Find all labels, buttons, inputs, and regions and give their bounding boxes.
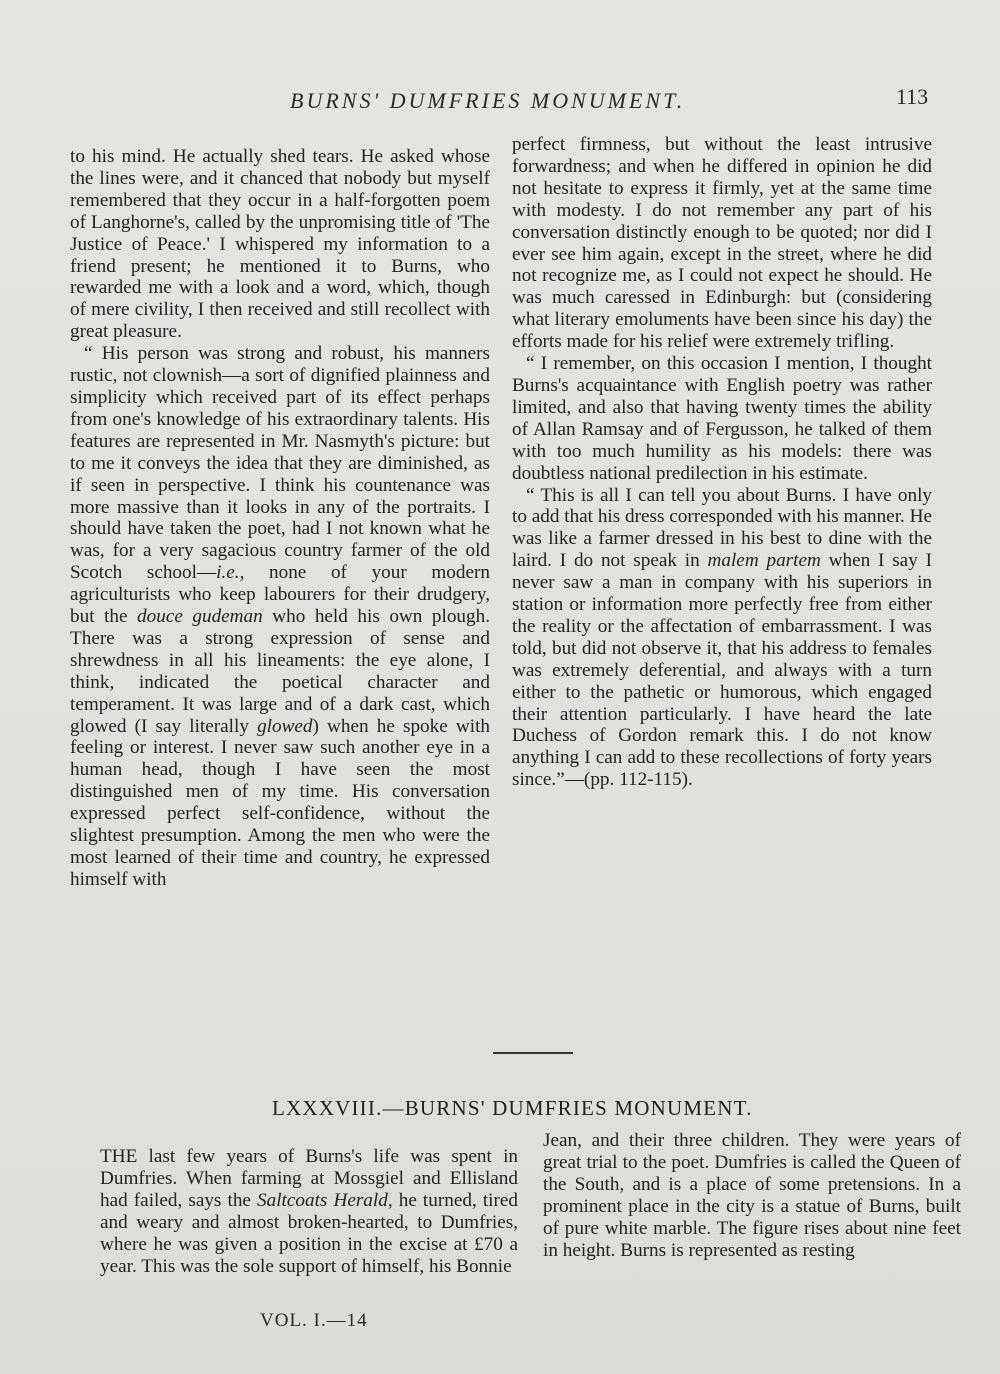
italic-douce-gudeman: douce gudeman [137,606,263,628]
text-run: when I say I never saw a man in company with his superiors in station or information more perfectly free from either the reality or the affectation of embarrassment. I was told, but did not observe it, that his address to females was extremely deferential, and always with a turn either to the pathetic or humorous, which engaged their attention particularly. I have heard the late Duchess of Gordon remark this. I do not know anything I can add to these recollections of forty years since.”—(pp. 112-115). [512,550,932,791]
left-column [70,146,490,891]
section-right-column [543,1130,961,1261]
text-run: , none of your modern agriculturists who keep labourers for their drudgery, but the [70,562,490,628]
italic-saltcoats-herald: Saltcoats Herald [257,1189,388,1211]
section-left-paragraph [100,1146,518,1277]
text-run: THE last few years of Burns's life was spent in Dumfries. When farming at Mossgiel and Ellisland had failed, says the [100,1146,518,1211]
page-number: 113 [896,84,929,109]
section-right-paragraph: Jean, and their three children. They were years of great trial to the poet. Dumfries is called the Queen of the South, and is a place of some pretensions. In a prominent place in the city is a statue of Burns, built of pure white marble. The figure rises about nine feet in height. Burns is represented as resting [543,1130,961,1261]
section-divider [493,1052,573,1054]
italic-ie: i.e. [216,562,240,584]
italic-glowed: glowed [257,715,313,737]
text-run: “ His person was strong and robust, his manners rustic, not clownish—a sort of dignified plainness and simplicity which received part of its effect perhaps from one's knowledge of his extraordinary talents. His features are represented in Mr. Nasmyth's picture: but to me it conveys the idea that they are diminished, as if seen in perspective. I think his countenance was more massive than it looks in any of the portraits. I should have taken the poet, had I not known what he was, for a very sagacious country farmer of the old Scotch school— [70,343,490,584]
text-run: , he turned, tired and weary and almost broken-hearted, to Dumfries, where he was given a position in the excise at £70 a year. This was the sole support of himself, his Bonnie [100,1189,518,1277]
section-left-column [100,1146,518,1277]
right-paragraph-2: “ I remember, on this occasion I mention, I thought Burns's acquaintance with English poetry was rather limited, and also that having twenty times the ability of Allan Ramsay and of Fergusson, he talked of them with too much humility as his models: there was doubtless national predilection in his estimate. [512,353,932,484]
text-run: who held his own plough. There was a strong expression of sense and shrewdness in all his lineaments: the eye alone, I think, indicated the poetical character and temperament. It was large and of a dark cast, which glowed (I say literally [70,606,490,737]
right-column [512,134,932,791]
text-run: ) when he spoke with feeling or interest. I never saw such another eye in a human head, though I have seen the most distinguished men of my time. His conversation expressed perfect self-confidence, without the slightest presumption. Among the men who were the most learned of their time and country, he expressed himself with [70,715,491,890]
section-heading: LXXXVIII.—BURNS' DUMFRIES MONUMENT. [272,1096,753,1120]
volume-signature: VOL. I.—14 [260,1310,368,1331]
right-paragraph-3 [512,485,932,792]
italic-malem-partem: malem partem [707,550,821,572]
left-paragraph-2 [70,343,490,891]
left-paragraph-1: to his mind. He actually shed tears. He asked whose the lines were, and it chanced that nobody but myself remembered that they occur in a half-forgotten poem of Langhorne's, called by the unpromising title of 'The Justice of Peace.' I whispered my information to a friend present; he mentioned it to Burns, who rewarded me with a look and a word, which, though of mere civility, I then received and still recollect with great pleasure. [70,146,490,343]
running-title: BURNS' DUMFRIES MONUMENT. [290,88,686,113]
right-paragraph-1: perfect firmness, but without the least intrusive forwardness; and when he differed in opinion he did not hesitate to express it firmly, yet at the same time with modesty. I do not remember any part of his conversation distinctly enough to be quoted; nor did I ever see him again, except in the street, where he did not recognize me, as I could not expect he should. He was much caressed in Edinburgh: but (considering what literary emoluments have been since his day) the efforts made for his relief were extremely trifling. [512,134,932,353]
text-run: “ This is all I can tell you about Burns. I have only to add that his dress corresponded with his manner. He was like a farmer dressed in his best to dine with the laird. I do not speak in [512,484,932,572]
